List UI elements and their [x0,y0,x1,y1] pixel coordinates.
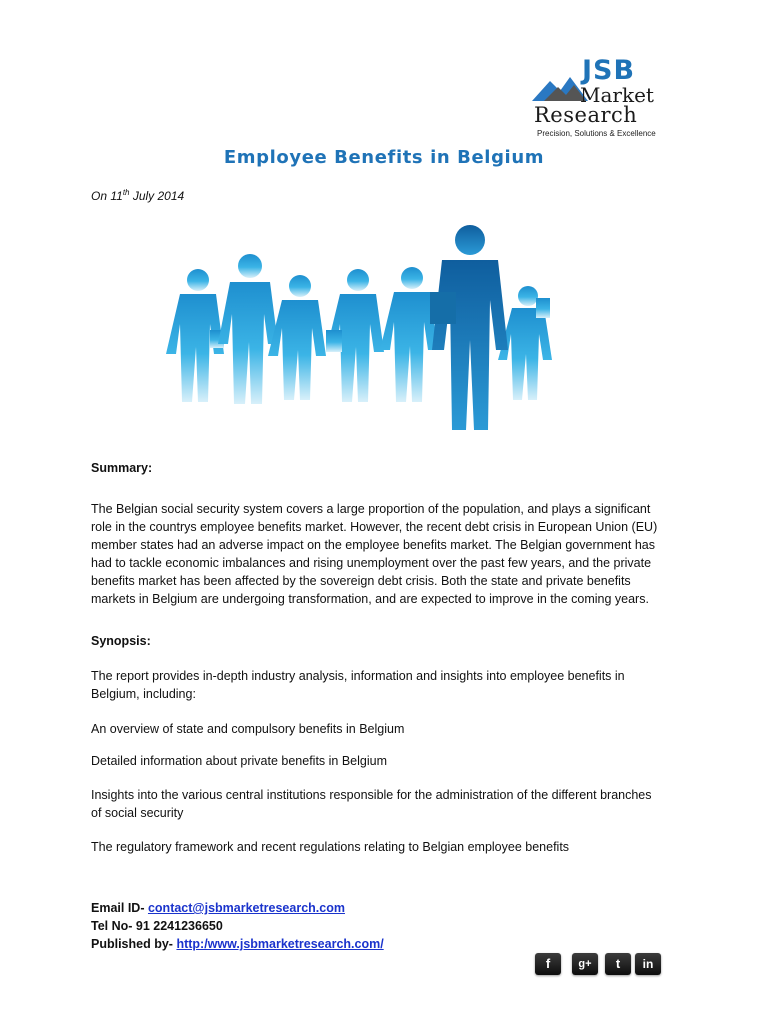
logo-market: Market [580,83,654,107]
google-plus-icon[interactable]: g+ [572,953,598,975]
synopsis-item-4: The regulatory framework and recent regulations relating to Belgian employee benefits [91,840,570,854]
email-link[interactable]: contact@jsbmarketresearch.com [147,901,345,915]
logo-brand: JSB [582,55,636,86]
facebook-icon[interactable]: f [535,953,561,975]
page-title: Employee Benefits in Belgium [223,147,545,168]
website-link[interactable]: http:/www.jsbmarketresearch.com/ [176,937,384,951]
summary-line: benefits market has been affected by the sovereign debt crisis. Both the state and private benefits [91,574,631,588]
company-logo [530,55,680,140]
linkedin-icon[interactable]: in [635,953,661,975]
summary-paragraph [91,500,681,608]
synopsis-item-1: An overview of state and compulsory benefits in Belgium [91,722,405,736]
synopsis-item-2: Detailed information about private benefits in Belgium [91,754,388,768]
logo-research: Research [534,103,638,127]
logo-tagline: Precision, Solutions & Excellence [537,129,656,138]
summary-heading: Summary: [91,461,153,475]
synopsis-intro: The report provides in-depth industry analysis, information and insights into employee benefits in Belgium, including: [91,669,625,701]
synopsis-heading: Synopsis: [91,634,151,648]
contact-publisher: Published by- http:/www.jsbmarketresearch.com/ [91,937,384,951]
summary-line: The Belgian social security system covers a large proportion of the population, and plays a significant [91,502,651,516]
publish-date: On 11th July 2014 [91,188,185,203]
synopsis-item-3: Insights into the various central institutions responsible for the administration of the different branches of social security [91,788,652,820]
summary-line: had to tackle economic imbalances and rising unemployment over the past few years, and the private [91,556,652,570]
contact-tel: Tel No- 91 2241236650 [91,919,223,933]
twitter-icon[interactable]: t [605,953,631,975]
summary-line: role in the countrys employee benefits market. However, the recent debt crisis in European Union (EU) [91,520,658,534]
contact-email: Email ID- contact@jsbmarketresearch.com [91,901,345,915]
summary-line: markets in Belgium are undergoing transformation, and are expected to improve in the coming years. [91,592,649,606]
business-people-image [150,218,590,448]
summary-line: member states had an adverse impact on the employee benefits market. The Belgian government has [91,538,655,552]
